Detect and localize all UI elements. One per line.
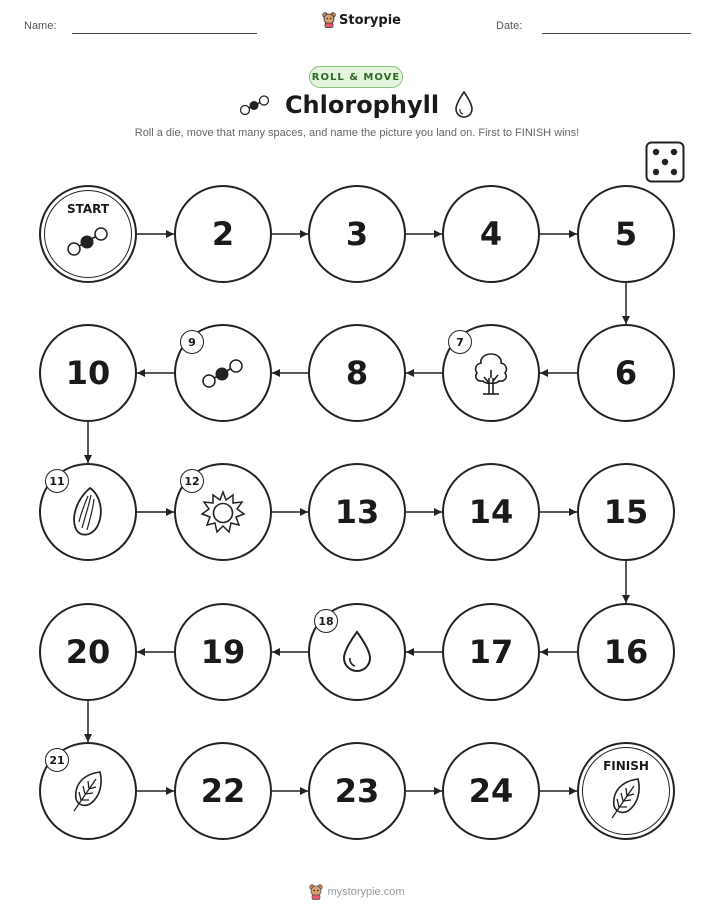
arrow-head <box>166 508 174 516</box>
board-space-24 <box>442 742 540 840</box>
board-space-14 <box>442 463 540 561</box>
page-title: Chlorophyll <box>284 91 440 119</box>
finish-space <box>577 742 675 840</box>
space-number: 13 <box>334 493 380 531</box>
water-drop-icon <box>340 629 374 679</box>
space-number: 16 <box>603 633 649 671</box>
instructions: Roll a die, move that many spaces, and name the picture you land on. First to FINISH wins! <box>134 127 580 139</box>
brand-name: Storypie <box>339 12 401 28</box>
space-number: 19 <box>200 633 246 671</box>
arrow-head <box>137 648 145 656</box>
tree-icon <box>471 350 511 400</box>
molecule-icon <box>201 357 245 393</box>
footer <box>0 884 714 900</box>
space-number: 6 <box>614 354 638 392</box>
arrow-head <box>84 455 92 463</box>
board-space-23 <box>308 742 406 840</box>
arrow-head <box>622 316 630 324</box>
molecule-icon <box>66 225 110 261</box>
arrow-head <box>300 787 308 795</box>
start-space <box>39 185 137 283</box>
footer-url: mystorypie.com <box>327 886 405 898</box>
space-number-badge: 9 <box>180 330 204 354</box>
start-label: START <box>66 202 110 216</box>
arrow-head <box>434 508 442 516</box>
board-space-19 <box>174 603 272 701</box>
arrow-head <box>272 369 280 377</box>
date-label: Date: <box>496 20 523 32</box>
board-space-6 <box>577 324 675 422</box>
arrow-head <box>569 787 577 795</box>
arrow-head <box>272 648 280 656</box>
sun-icon <box>199 488 247 540</box>
space-number: 14 <box>468 493 514 531</box>
seed-icon <box>68 485 108 543</box>
space-number-badge: 7 <box>448 330 472 354</box>
roll-move-badge: ROLL & MOVE <box>309 66 403 88</box>
space-number: 8 <box>345 354 369 392</box>
board-space-17 <box>442 603 540 701</box>
leaf-icon <box>608 776 644 824</box>
arrow-head <box>540 369 548 377</box>
space-number: 22 <box>200 772 246 810</box>
space-number: 17 <box>468 633 514 671</box>
space-number: 10 <box>65 354 111 392</box>
bear-icon <box>309 884 323 900</box>
space-number-badge: 21 <box>45 748 69 772</box>
arrow-head <box>622 595 630 603</box>
arrow-head <box>434 230 442 238</box>
arrow-head <box>166 230 174 238</box>
board-space-15 <box>577 463 675 561</box>
board-space-3 <box>308 185 406 283</box>
arrow-head <box>434 787 442 795</box>
space-number: 2 <box>211 215 235 253</box>
space-number: 23 <box>334 772 380 810</box>
arrow-head <box>406 369 414 377</box>
board-space-8 <box>308 324 406 422</box>
leaf-icon <box>70 769 106 817</box>
board-space-2 <box>174 185 272 283</box>
space-number: 4 <box>479 215 503 253</box>
arrow-head <box>137 369 145 377</box>
space-number-badge: 11 <box>45 469 69 493</box>
board-space-13 <box>308 463 406 561</box>
board-space-4 <box>442 185 540 283</box>
space-number: 3 <box>345 215 369 253</box>
space-number-badge: 18 <box>314 609 338 633</box>
space-number: 5 <box>614 215 638 253</box>
arrow-head <box>569 508 577 516</box>
board-space-16 <box>577 603 675 701</box>
arrow-head <box>569 230 577 238</box>
board-space-5 <box>577 185 675 283</box>
arrow-head <box>300 508 308 516</box>
space-number: 15 <box>603 493 649 531</box>
board-space-22 <box>174 742 272 840</box>
arrow-head <box>166 787 174 795</box>
space-number: 24 <box>468 772 514 810</box>
space-number: 20 <box>65 633 111 671</box>
arrow-head <box>300 230 308 238</box>
board-space-20 <box>39 603 137 701</box>
finish-label: FINISH <box>603 759 649 773</box>
arrow-head <box>406 648 414 656</box>
arrow-head <box>84 734 92 742</box>
board-space-10 <box>39 324 137 422</box>
arrow-head <box>540 648 548 656</box>
space-number-badge: 12 <box>180 469 204 493</box>
name-label: Name: <box>24 20 57 32</box>
